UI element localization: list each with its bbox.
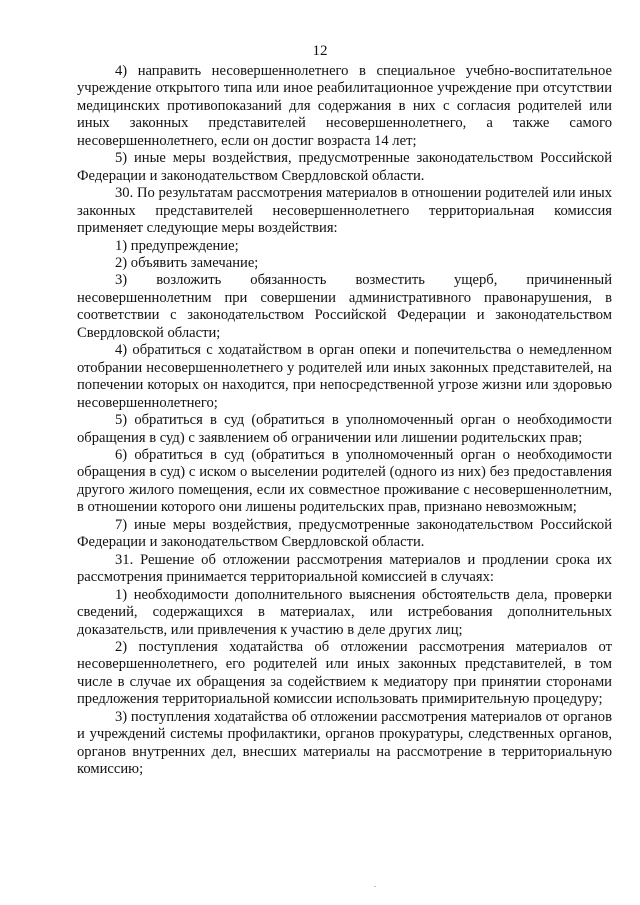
paragraph-1-clarification: 1) необходимости дополнительного выяснения обстоятельств дела, проверки сведений, содержащихся в материалах, или истребования дополнительных доказательств, или привлечения к участию в деле других лиц;	[77, 586, 612, 638]
paragraph-5-other-measures: 5) иные меры воздействия, предусмотренные законодательством Российской Федерации и законодательством Свердловской области.	[77, 150, 612, 184]
paragraph-2-petition-minor: 2) поступления ходатайства об отложении рассмотрения материалов от несовершеннолетнего, его родителей или иных законных представителей, в том числе в случае их обращения за содействием к медиатору при принятии сторонами предложения территориальной комиссии использовать примирительную процедуру;	[77, 638, 612, 708]
paragraph-6-court-eviction: 6) обратиться в суд (обратиться в уполномоченный орган о необходимости обращения в суд) с иском о выселении родителей (одного из них) без предоставления другого жилого помещения, если их совместное проживание с несовершеннолетним, в отношении которого они лишены родительских прав, признано невозможным;	[77, 446, 612, 516]
paragraph-5-court-rights: 5) обратиться в суд (обратиться в уполномоченный орган о необходимости обращения в суд) с заявлением об ограничении или лишении родительских прав;	[77, 412, 612, 446]
paragraph-2-reprimand: 2) объявить замечание;	[115, 254, 259, 271]
paragraph-3-damages: 3) возложить обязанность возместить ущерб, причиненный несовершеннолетним при совершении административного правонарушения, в соответствии с законодательством Российской Федерации и законодательством Свердловской области;	[77, 272, 612, 341]
paragraph-1-warning: 1) предупреждение;	[115, 237, 239, 254]
paragraph-4-guardianship: 4) обратиться с ходатайством в орган опеки и попечительства о немедленном отобрании несовершеннолетнего у родителей или иных законных представителей, на попечении которых он находится, при непосредственной угрозе жизни или здоровью несовершеннолетнего;	[77, 342, 612, 411]
paragraph-31-postponement: 31. Решение об отложении рассмотрения материалов и продлении срока их рассмотрения принимается территориальной комиссией в случаях:	[77, 551, 612, 586]
paragraph-3-petition-agencies: 3) поступления ходатайства об отложении рассмотрения материалов от органов и учреждений системы профилактики, органов прокуратуры, следственных органов, органов внутренних дел, внесших материалы на рассмотрение в территориальную комиссию;	[77, 708, 612, 778]
page-number: 12	[312, 43, 328, 59]
paragraph-30-parent-measures: 30. По результатам рассмотрения материалов в отношении родителей или иных законных представителей несовершеннолетнего территориальная комиссия применяет следующие меры воздействия:	[77, 185, 612, 237]
paragraph-4-placement: 4) направить несовершеннолетнего в специальное учебно-воспитательное учреждение открытого типа или иное реабилитационное учреждение при отсутствии медицинских противопоказаний для содержания в них с согласия родителей или иных законных представителей несовершеннолетнего, а также самого несовершеннолетнего, если он достиг возраста 14 лет;	[77, 63, 612, 149]
scan-speck	[374, 886, 376, 887]
paragraph-7-other-measures: 7) иные меры воздействия, предусмотренные законодательством Российской Федерации и законодательством Свердловской области.	[77, 516, 612, 551]
document-body	[77, 63, 612, 779]
